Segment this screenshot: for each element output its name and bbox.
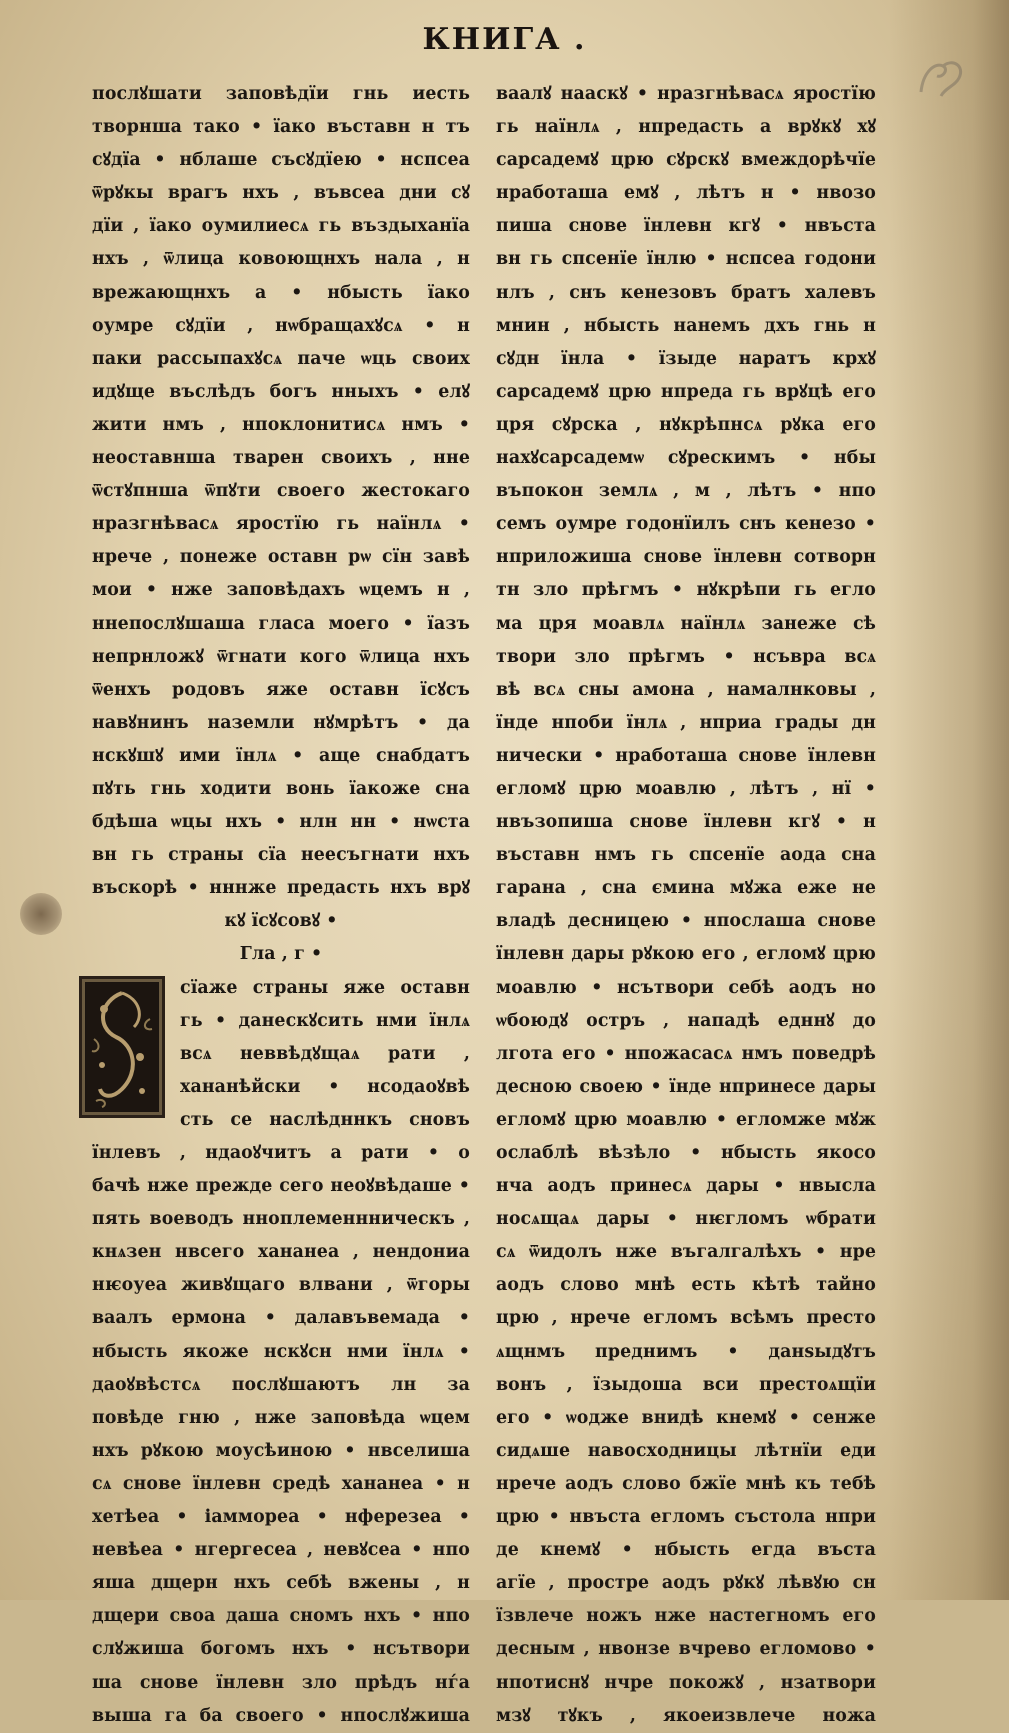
text-line: всѧ неввѣдꙋщаѧ рати ,	[180, 1043, 470, 1064]
text-line: въпокон землѧ , м , лѣтъ • нпо	[496, 481, 876, 502]
text-line: ѿстꙋпнша ѿпꙋти своего жестокаго	[92, 481, 470, 502]
left-text-column	[92, 78, 470, 1733]
text-line: сꙋдїа • нблаше съсꙋдїею • нспсеа	[92, 150, 470, 171]
text-line: моавлю • нсътвори себѣ аодъ но	[496, 977, 876, 998]
text-line: непрнложꙋ ѿгнати кого ѿлица нхъ	[92, 646, 470, 667]
decorated-initial-letter-icon	[79, 976, 165, 1118]
text-line: їнлевъ , ндаоꙋчитъ а рати • о	[92, 1143, 470, 1163]
text-line: сѧ снове їнлевн средѣ хананеа • н	[92, 1473, 470, 1494]
text-line: ша снове їнлевн зло прѣдъ нѓа	[92, 1672, 470, 1693]
text-line: нразгнѣвасѧ яростїю гь наїнлѧ •	[92, 514, 470, 535]
text-line: повѣде гню , нже заповѣда ѡцем	[92, 1407, 470, 1428]
text-line: нскꙋшꙋ ими їнлѧ • аще снабдатъ	[92, 745, 470, 766]
text-line: ваалꙋ нааскꙋ • нразгнѣвасѧ яростїю	[496, 84, 876, 104]
text-line: їзвлече ножъ нже настегномъ его	[496, 1606, 876, 1627]
text-line: носѧщаѧ дары • нѥгломъ ѡбрати	[496, 1209, 876, 1230]
text-line: сꙋдн їнла • їзыде наратъ крхꙋ	[496, 348, 876, 369]
page-stain	[20, 893, 62, 935]
text-line: нбысть якоже нскꙋсн нми їнлѧ •	[92, 1341, 470, 1362]
text-line: пять воеводъ нноплеменнническъ ,	[92, 1209, 470, 1230]
text-line: невѣеа • нгергесеа , невꙋсеа • нпо	[92, 1540, 470, 1561]
text-line: нвъзопиша снове їнлевн кгꙋ • н	[496, 812, 876, 833]
text-line: ѧщнмъ преднимъ • данѕыдꙋтъ	[496, 1341, 876, 1362]
text-line: сть се наслѣдннкъ сновъ	[180, 1109, 470, 1130]
chapter-opening-block	[92, 972, 470, 1137]
text-line: хананѣйски • нсодаоꙋвѣ	[180, 1076, 470, 1097]
left-lines-before-chapter	[92, 78, 470, 905]
text-line: нпотиснꙋ нчре покожꙋ , нзатвори	[496, 1672, 876, 1693]
text-line: послꙋшати заповѣдїи гнь иесть	[92, 84, 470, 104]
text-line: нрече , понеже оставн рѡ сїн завѣ	[92, 547, 470, 568]
text-line: его • ѡодже внидѣ кнемꙋ • сенже	[496, 1407, 876, 1428]
text-line: аодъ слово мнѣ есть кѣтѣ тайно	[496, 1275, 876, 1296]
text-line: егломꙋ црю моавлю • егломже мꙋж	[496, 1109, 876, 1130]
text-line: десною своею • їнде нпринесе дары	[496, 1076, 876, 1097]
text-line: десным , нвонзе вчрево егломово •	[496, 1639, 876, 1660]
text-line: дщери своа даша сномъ нхъ • нпо	[92, 1606, 470, 1627]
text-line: вонъ , їзыдоша вси престоѧщїи	[496, 1374, 876, 1395]
text-line: идꙋще въслѣдъ богъ нныхъ • елꙋ	[92, 381, 470, 402]
centered-line: кꙋ їсꙋсовꙋ •	[224, 911, 338, 932]
text-line: мзꙋ тꙋкъ , якоеизвлече ножа	[496, 1705, 876, 1726]
text-line: їнде нпоби їнлѧ , нприа грады дн	[496, 712, 876, 733]
ornament-icon	[82, 979, 162, 1115]
right-text-column	[496, 78, 876, 1733]
text-line: творнша тако • їако въставн н тъ	[92, 117, 470, 138]
text-line: нприложиша снове їнлевн сотворн	[496, 547, 876, 568]
text-line: мнин , нбысть нанемъ дхъ гнь н	[496, 315, 876, 336]
text-line: егломꙋ црю моавлю , лѣтъ , нї •	[496, 778, 876, 799]
text-line: црю • нвъста егломъ състола нпри	[496, 1507, 876, 1528]
text-line: нахꙋсарсадемѡ сꙋрескимъ • нбы	[496, 448, 876, 469]
text-line: даоꙋвѣстсѧ послꙋшаютъ лн за	[92, 1374, 470, 1395]
text-line: твори зло прѣгмъ • нсъвра всѧ	[496, 646, 876, 667]
text-line: нически • нработаша снове їнлевн	[496, 745, 876, 766]
text-line: ваалъ ермона • далавъвемада •	[92, 1308, 470, 1329]
text-line: вн гь спсенїе їнлю • нспсеа годони	[496, 249, 876, 270]
text-line: ѿрꙋкы врагъ нхъ , въвсеа дни сꙋ	[92, 183, 470, 204]
left-lines-after-chapter	[92, 1137, 470, 1733]
text-line: їнлевн дары рꙋкою его , егломꙋ црю	[496, 944, 876, 965]
text-line: нлъ , снъ кенезовъ братъ халевъ	[496, 282, 876, 303]
text-line: дїи , їако оумилиесѧ гь въздыханїа	[92, 216, 470, 237]
text-line: цря сꙋрска , нꙋкрѣпнсѧ рꙋка его	[496, 414, 876, 435]
text-line: нрече аодъ слово бжїе мнѣ къ тебѣ	[496, 1473, 876, 1494]
text-line: семъ оумре годонїилъ снъ кенезо •	[496, 514, 876, 535]
text-line: врежающнхъ а • нбысть їако	[92, 282, 470, 303]
text-line: выша га ба своего • нпослꙋжиша	[92, 1705, 470, 1726]
text-line: оумре сꙋдїи , нѡбращахꙋсѧ • н	[92, 315, 470, 336]
text-line: гь наїнлѧ , нпредасть а врꙋкꙋ хꙋ	[496, 117, 876, 138]
text-line: ѿенхъ родовъ яже оставн їсꙋсъ	[92, 679, 470, 700]
text-line: жити нмъ , нпоклонитисѧ нмъ •	[92, 414, 470, 435]
page-edge-shadow	[889, 0, 1009, 1600]
text-line: црю , нрече егломъ всѣмъ престо	[496, 1308, 876, 1329]
text-line: нча аодъ принесѧ дары • нвысла	[496, 1176, 876, 1197]
text-line: нработаша емꙋ , лѣтъ н • нвозо	[496, 183, 876, 204]
text-line: гарана , сна ємина мꙋжа еже не	[496, 878, 876, 899]
text-line: навꙋнинъ наземли нꙋмрѣтъ • да	[92, 712, 470, 733]
text-line: тн зло прѣгмъ • нꙋкрѣпи гь егло	[496, 580, 876, 601]
text-line: въскорѣ • нннже предасть нхъ врꙋ	[92, 878, 470, 899]
text-line: яша дщерн нхъ себѣ вжены , н	[92, 1573, 470, 1594]
text-line: сарсадемꙋ црю сꙋрскꙋ вмеждорѣчїе	[496, 150, 876, 171]
text-line: ма цря моавлѧ наїнлѧ занеже сѣ	[496, 613, 876, 634]
text-line: гь • данескꙋсить нми їнлѧ	[180, 1010, 470, 1031]
text-line: слꙋжиша богомъ нхъ • нсътвори	[92, 1639, 470, 1660]
text-line: владѣ десницею • нпослаша снове	[496, 911, 876, 932]
text-line: ннепослꙋшаша гласа моего • їазъ	[92, 613, 470, 634]
text-line: сидѧше навосходницы лѣтнїи еди	[496, 1440, 876, 1461]
text-line: сѧ ѿидолъ нже въгалгалѣхъ • нре	[496, 1242, 876, 1263]
text-line: пиша снове їнлевн кгꙋ • нвъста	[496, 216, 876, 237]
text-line: сїаже страны яже оставн	[180, 977, 470, 998]
text-line: паки рассыпахꙋсѧ паче ѡць своих	[92, 348, 470, 369]
page-header-title: КНИГА .	[422, 22, 587, 57]
text-line: вн гь страны сїа неесъгнати нхъ	[92, 845, 470, 866]
text-line: ослаблѣ вѣзѣло • нбысть якосо	[496, 1143, 876, 1163]
chapter-heading: Гла , г •	[239, 944, 323, 965]
text-line: пꙋть гнь ходити вонь їакоже сна	[92, 778, 470, 799]
text-line: нхъ рꙋкою моусѣиною • нвселиша	[92, 1440, 470, 1461]
text-line: сарсадемꙋ црю нпреда гь врꙋцѣ его	[496, 381, 876, 402]
text-line: хетѣеа • іаммореа • нферезеа •	[92, 1507, 470, 1528]
text-line: бдѣша ѡцы нхъ • нлн нн • нѡста	[92, 812, 470, 833]
text-line: де кнемꙋ • нбысть егда въста	[496, 1540, 876, 1561]
text-line: нхъ , ѿлица ковоющнхъ нала , н	[92, 249, 470, 270]
right-lines	[496, 78, 876, 1733]
text-line: неоставнша тварен своихъ , нне	[92, 448, 470, 469]
text-line: лгота его • нпожасасѧ нмъ поведрѣ	[496, 1043, 876, 1064]
text-line: въставн нмъ гь спсенїе аода сна	[496, 845, 876, 866]
text-line: ѡбоюдꙋ остръ , нападѣ едннꙋ до	[496, 1010, 876, 1031]
text-line: вѣ всѧ сны амона , намалнковы ,	[496, 679, 876, 700]
text-line: нѥоуеа живꙋщаго влвани , ѿгоры	[92, 1275, 470, 1296]
text-line: мои • нже заповѣдахъ ѡцемъ н ,	[92, 580, 470, 601]
text-line: агїе , простре аодъ рꙋкꙋ лѣвꙋю сн	[496, 1573, 876, 1594]
corner-mark-icon	[913, 52, 969, 104]
text-line: кнѧзен нвсего хананеа , нендониа	[92, 1242, 470, 1263]
text-line: бачѣ нже прежде сего неоꙋвѣдаше •	[92, 1176, 470, 1197]
